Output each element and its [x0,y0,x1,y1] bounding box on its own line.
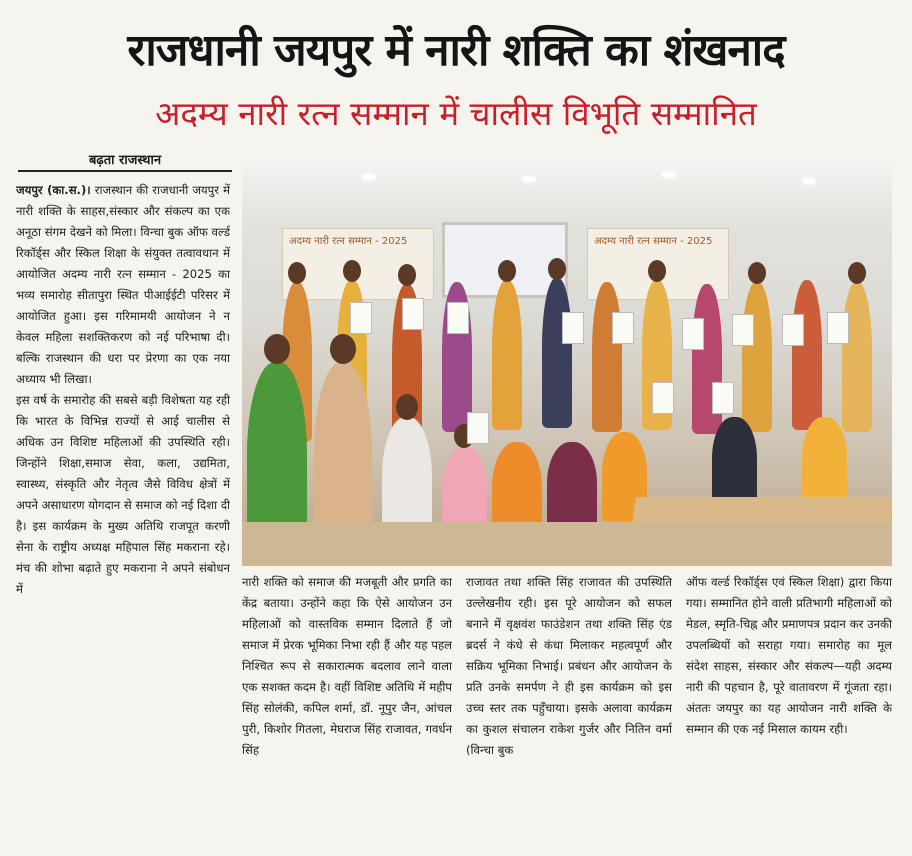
paragraph-4: राजावत तथा शक्ति सिंह राजावत की उपस्थिति उल्लेखनीय रही। इस पूरे आयोजन को सफल बनाने में वृक्षवंश फाउंडेशन तथा शक्ति सिंह एंड ब्रदर्स ने कंधे से कंधा मिलाकर महत्वपूर्ण और सक्रिय भूमिका निभाई। प्रबंधन और आयोजन के प्रति उनके समर्पण ने ही इस कार्यक्रम को इस उच्च स्तर तक पहुँचाया। इसके अलावा कार्यक्रम का कुशल संचालन राकेश गुर्जर और नितिन वर्मा (विन्चा बुक [466,575,672,757]
certificate [467,412,489,444]
article-column-4 [686,572,892,855]
dateline: जयपुर (का.स.)। [16,183,91,197]
certificate [712,382,734,414]
paragraph-3: नारी शक्ति को समाज की मजबूती और प्रगति का केंद्र बताया। उन्होंने कहा कि ऐसे आयोजन उन महिलाओं को वास्तविक सम्मान दिलाते हैं जो समाज में प्रेरक भूमिका निभा रही हैं और यह पहल निश्चित रूप से सकारात्मक बदलाव लाने वाला एक सशक्त कदम है। वहीं विशिष्ट अतिथि में महीप सिंह सोलंकी, कपिल शर्मा, डॉ. नूपुर जैन, आंचल पुरी, किशोर गितला, मेघराज सिंह राजावत, गवर्धन सिंह [242,575,452,757]
byline: बढ़ता राजस्थान [88,153,162,168]
certificate [562,312,584,344]
certificate [827,312,849,344]
ceiling-light [362,174,376,180]
certificate [652,382,674,414]
attendee-head [848,262,866,284]
certificate [612,312,634,344]
byline-rule [18,170,232,172]
attendee-front [712,417,757,507]
article-column-2 [242,572,452,855]
attendee [792,280,822,430]
subheadline: अदम्य नारी रत्न सम्मान में चालीस विभूति सम्मानित [155,94,757,133]
event-photo [242,162,892,566]
certificate [732,314,754,346]
attendee-head [648,260,666,282]
attendee [542,278,572,428]
paragraph-1: राजस्थान की राजधानी जयपुर में नारी शक्ति के साहस,संस्कार और संकल्प का एक अनूठा संगम देखने को मिला। विन्चा बुक ऑफ वर्ल्ड रिकॉर्ड्स और स्किल शिक्षा के संयुक्त तत्वावधान में आयोजित अदम्य नारी रत्न सम्मान - 2025 का भव्य समारोह सीतापुरा स्थित पीआईईटी परिसर में आयोजित हुआ। इस गरिमामयी आयोजन ने न केवल महिला सशक्तिकरण को नई परिभाषा दी। बल्कि राजस्थान की धरा पर प्रेरणा का एक नया अध्याय भी लिखा। [16,183,230,386]
photo-ceiling [242,162,892,222]
attendee-head [288,262,306,284]
paragraph-5: ऑफ वर्ल्ड रिकॉर्ड्स एवं स्किल शिक्षा) द्वारा किया गया। सम्मानित होने वाली प्रतिभागी महिलाओं को मेडल, स्मृति-चिह्न और प्रमाणपत्र प्रदान कर उनकी उपलब्धियों को सराहा गया। समारोह का मूल संदेश साहस, संस्कार और संकल्प—यही अदम्य नारी की पहचान है, पूरे वातावरण में गूंजता रहा। अंततः जयपुर का यह आयोजन नारी शक्ति के सम्मान की एक नई मिसाल कायम रही। [686,575,892,736]
attendee [592,282,622,432]
certificate [682,318,704,350]
attendee [742,282,772,432]
attendee [842,282,872,432]
certificate [782,314,804,346]
ceiling-light [522,176,536,182]
ceiling-light [662,172,676,178]
attendee-head [398,264,416,286]
attendee-head [548,258,566,280]
banner-text-left: अदम्य नारी रत्न सम्मान - 2025 [289,236,408,247]
attendee-front [802,417,847,507]
attendee-head [748,262,766,284]
attendee [492,280,522,430]
headline: राजधानी जयपुर में नारी शक्ति का शंखनाद [127,25,785,76]
certificate [350,302,372,334]
display-table [632,497,892,523]
floor-carpet [242,522,892,566]
attendee-head [330,334,356,364]
attendee-front [547,442,597,532]
certificate [402,298,424,330]
article-column-1 [16,180,230,855]
ceiling-light [802,178,816,184]
attendee-head [396,394,418,420]
paragraph-2: इस वर्ष के समारोह की सबसे बड़ी विशेषता यह रही कि भारत के विभिन्न राज्यों से आई चालीस से अधिक उन विशिष्ट महिलाओं की उपस्थिति रही। जिन्होंने शिक्षा,समाज सेवा, कला, उद्यमिता, स्वास्थ्य, संस्कृति और नेतृत्व जैसे विविध क्षेत्रों में अपने असाधारण योगदान से समाज को नई दिशा दी है। इस कार्यक्रम के मुख्य अतिथि राजपूत करणी सेना के राष्ट्रीय अध्यक्ष महिपाल सिंह मकराना रहे। मंच की शोभा बढ़ाते हुए मकराना ने अपने संबोधन में [16,393,230,596]
attendee-head [343,260,361,282]
banner-text-right: अदम्य नारी रत्न सम्मान - 2025 [594,236,713,247]
article-column-3 [466,572,672,855]
attendee-head [498,260,516,282]
certificate [447,302,469,334]
attendee-head [264,334,290,364]
